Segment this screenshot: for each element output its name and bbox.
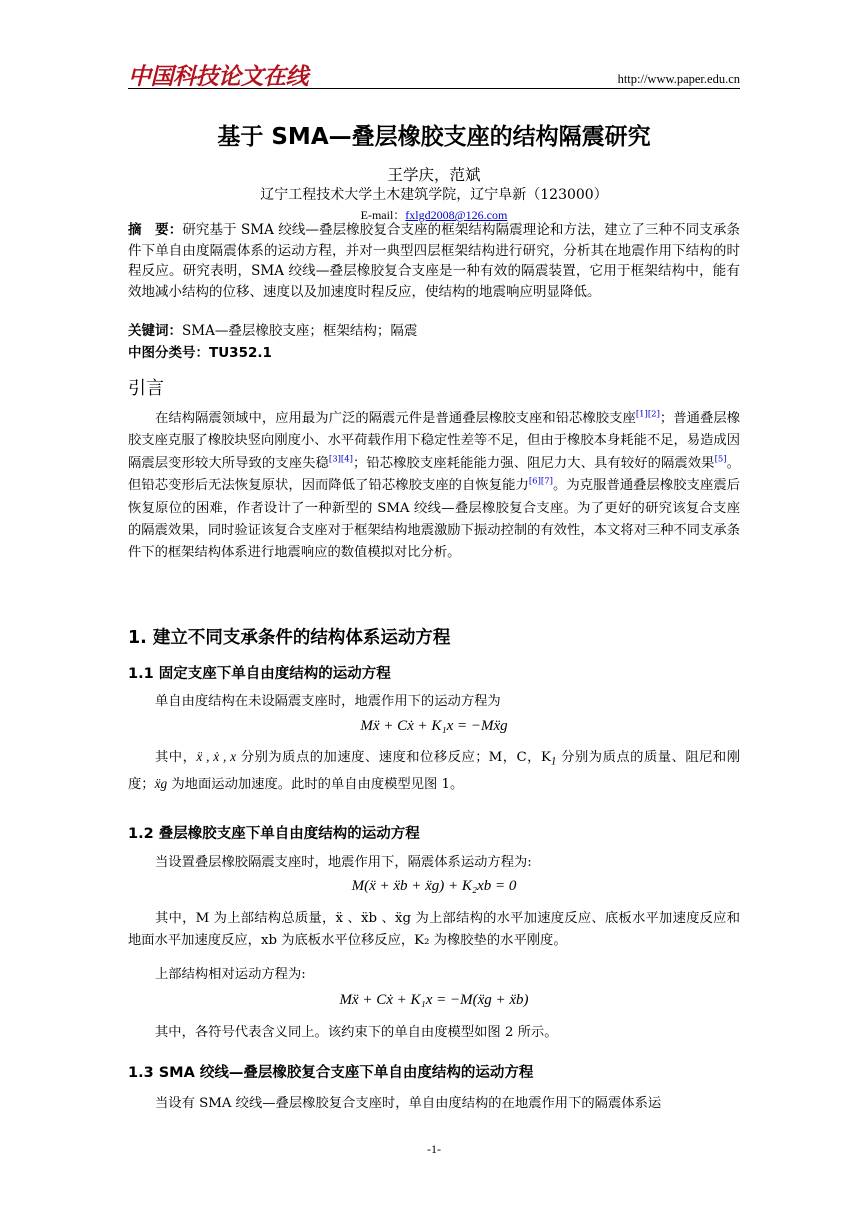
abstract-label: 摘 要： (128, 222, 183, 238)
intro-text-e: 。为克服普通叠层橡胶支座震后恢复原位的困难，作者设计了一种新型的 SMA 绞线—叠层橡胶复合支座。为了更好的研究该复合支座的隔震效果，同时验证该复合支座对于框架结构地震激励下振动控制的有效性，本文将对三种不同支承条件下的框架结构体系进行地震响应的数值模拟对比分析。 (128, 478, 741, 561)
intro-text-c: ；铅芯橡胶支座耗能能力强、阻尼力大、具有较好的隔震效果 (352, 455, 715, 471)
keywords-label: 关键词： (128, 323, 182, 339)
symbols-text: 分别为质点的质量、阻尼和刚度； (128, 750, 741, 793)
intro-paragraph (128, 408, 740, 565)
abstract-text: 研究基于 SMA 绞线—叠层橡胶复合支座的框架结构隔震理论和方法，建立了三种不同支承条件下单自由度隔震体系的运动方程，并对一典型四层框架结构进行研究，分析其在地震作用下结构的时程反应。研究表明，SMA 绞线—叠层橡胶复合支座是一种有效的隔震装置，它用于框架结构中，能有效地减小结构的位移、速度以及加速度时程反应，使结构的地震响应明显降低。 (128, 222, 741, 300)
classification (128, 343, 740, 363)
symbols-text: 分别为质点的加速度、速度和位移反应；M，C，K (236, 750, 551, 765)
section-1-heading: 1. 建立不同支承条件的结构体系运动方程 (128, 628, 451, 648)
symbols-math: ẍ , ẋ , x (196, 749, 237, 764)
keywords (128, 321, 740, 341)
citation-ref[interactable]: [5] (714, 454, 727, 465)
symbols-sub: 1 (550, 755, 557, 768)
section-1-2-text-3: 其中，各符号代表含义同上。该约束下的单自由度模型如图 2 所示。 (155, 1025, 558, 1040)
citation-ref[interactable]: [3][4] (328, 454, 353, 465)
citation-ref[interactable]: [1][2] (635, 409, 660, 420)
section-1-1-text: 单自由度结构在未设隔震支座时，地震作用下的运动方程为 (155, 694, 501, 709)
paper-title: 基于 SMA—叠层橡胶支座的结构隔震研究 (217, 124, 651, 150)
section-1-2-text: 当设置叠层橡胶隔震支座时，地震作用下，隔震体系运动方程为: (155, 855, 532, 870)
journal-url[interactable]: http://www.paper.edu.cn (617, 72, 740, 86)
symbols-text: 为地面运动加速度。此时的单自由度模型见图 1。 (167, 777, 464, 793)
classification-value: TU352.1 (209, 345, 272, 361)
page-number: -1- (427, 1142, 441, 1156)
intro-heading: 引言 (128, 378, 164, 399)
email-label: E-mail： (360, 208, 406, 222)
intro-text-a: 在结构隔震领域中，应用最为广泛的隔震元件是普通叠层橡胶支座和铅芯橡胶支座 (155, 411, 636, 426)
journal-logo: 中国科技论文在线 (128, 64, 308, 90)
section-1-2-text-2: 上部结构相对运动方程为: (155, 967, 306, 982)
email-link[interactable]: fxlgd2008@126.com (405, 208, 508, 222)
paper-affiliation: 辽宁工程技术大学土木建筑学院，辽宁阜新（123000） (260, 187, 608, 203)
intro-text-d: 。但铅芯变形后无法恢复原状，因而降低了铅芯橡胶支座的自恢复能力 (128, 455, 741, 494)
equation-2: M(ẍ + ẍb + ẍg) + K₂xb = 0 (351, 878, 517, 894)
keywords-text: SMA—叠层橡胶支座；框架结构；隔震 (182, 323, 418, 339)
section-1-3-text: 当设有 SMA 绞线—叠层橡胶复合支座时，单自由度结构的在地震作用下的隔震体系运 (155, 1096, 662, 1111)
intro-text-b: ；普通叠层橡胶支座克服了橡胶块竖向刚度小、水平荷载作用下稳定性差等不足，但由于橡胶本身耗能不足，易造成因隔震层变形较大所导致的支座失稳 (128, 411, 741, 471)
paper-authors: 王学庆，范斌 (387, 166, 481, 184)
classification-label: 中图分类号： (128, 345, 209, 361)
equation-1: Mẍ + Cẋ + K₁x = −Mẍg (360, 718, 508, 734)
section-1-2-symbols: 其中，M 为上部结构总质量，ẍ 、ẍb 、ẍg 为上部结构的水平加速度反应、底板水平加速度反应和地面水平加速度反应，xb 为底板水平位移反应，K₂ 为橡胶垫的水平刚度。 (128, 911, 740, 949)
header-divider (128, 88, 740, 89)
section-1-2-heading: 1.2 叠层橡胶支座下单自由度结构的运动方程 (128, 826, 420, 842)
section-1-3-heading: 1.3 SMA 绞线—叠层橡胶复合支座下单自由度结构的运动方程 (128, 1065, 534, 1081)
equation-3: Mẍ + Cẋ + K₁x = −M(ẍg + ẍb) (339, 992, 529, 1008)
citation-ref[interactable]: [6][7] (528, 476, 553, 487)
symbols-math: ẍg (154, 776, 168, 792)
section-1-1-symbols (128, 746, 740, 796)
abstract (128, 220, 740, 302)
section-1-1-heading: 1.1 固定支座下单自由度结构的运动方程 (128, 666, 391, 682)
symbols-text: 其中， (155, 750, 197, 765)
